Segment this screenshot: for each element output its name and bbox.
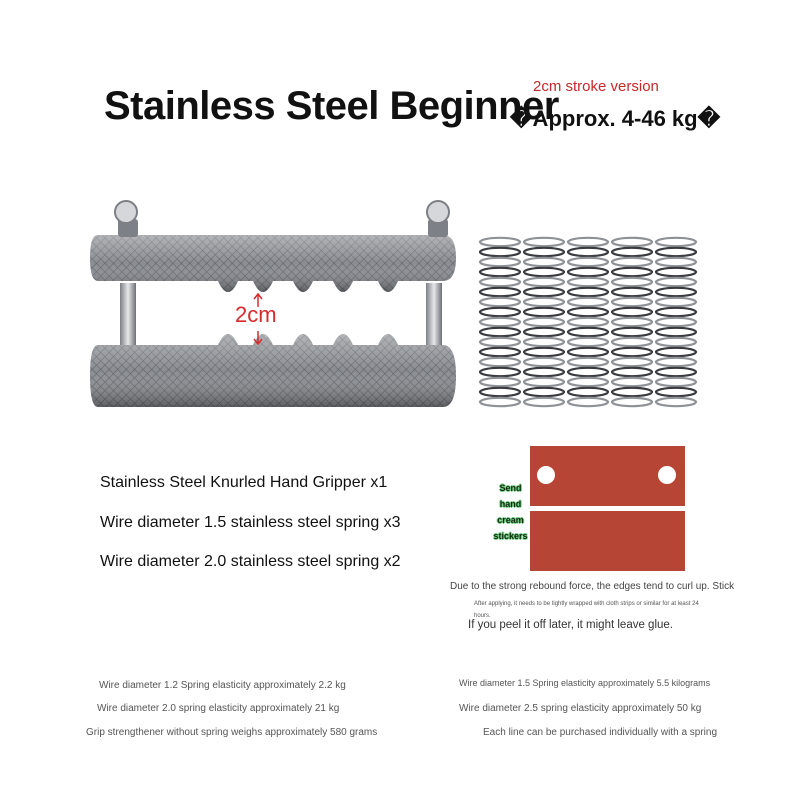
spec-purchase-note: Each line can be purchased individually with a spring (483, 727, 718, 738)
content-item-spring-2-0: Wire diameter 2.0 stainless steel spring x2 (100, 553, 401, 570)
left-bolt (115, 201, 138, 237)
spring (480, 238, 520, 406)
spec-gripper-weight: Grip strengthener without spring weighs approximately 580 grams (86, 727, 378, 738)
spring (612, 238, 652, 406)
spec-1-5: Wire diameter 1.5 Spring elasticity approximately 5.5 kilograms (459, 678, 711, 688)
bottom-handle (90, 334, 456, 407)
weight-range: �Approx. 4-46 kg� (510, 106, 721, 131)
sticker-glue-note: If you peel it off later, it might leave glue. (468, 619, 673, 631)
spec-1-2: Wire diameter 1.2 Spring elasticity approximately 2.2 kg (99, 680, 346, 691)
sticker-hole (537, 466, 555, 484)
sticker-wrap-instruction: After applying, it needs to be tightly wrapped with cloth strips or similar for at least 24 hours. (474, 601, 699, 619)
product-image (88, 195, 698, 425)
stroke-label: 2cm (235, 302, 277, 327)
spec-2-0: Wire diameter 2.0 spring elasticity approximately 21 kg (97, 703, 340, 714)
spring (656, 238, 696, 406)
content-item-spring-1-5: Wire diameter 1.5 stainless steel spring x3 (100, 514, 401, 531)
hand-gripper-illustration (88, 195, 698, 425)
spec-2-5: Wire diameter 2.5 spring elasticity approximately 50 kg (459, 703, 702, 714)
sticker-bottom (530, 511, 685, 571)
sticker-hole (658, 466, 676, 484)
right-guide-rod (426, 283, 442, 353)
send-stickers-label: Send hand cream stickers (493, 483, 528, 541)
spring (524, 238, 564, 406)
sticker-top (530, 446, 685, 506)
right-bolt (427, 201, 449, 237)
spring-set (480, 238, 696, 406)
top-handle (90, 235, 456, 292)
product-title: Stainless Steel Beginner (104, 84, 559, 128)
left-guide-rod (120, 283, 136, 353)
spring (568, 238, 608, 406)
content-item-gripper: Stainless Steel Knurled Hand Gripper x1 (100, 474, 388, 491)
hand-cream-stickers (530, 446, 685, 571)
sticker-warning: Due to the strong rebound force, the edges tend to curl up. Stick (450, 581, 735, 592)
stroke-version-note: 2cm stroke version (533, 78, 659, 95)
